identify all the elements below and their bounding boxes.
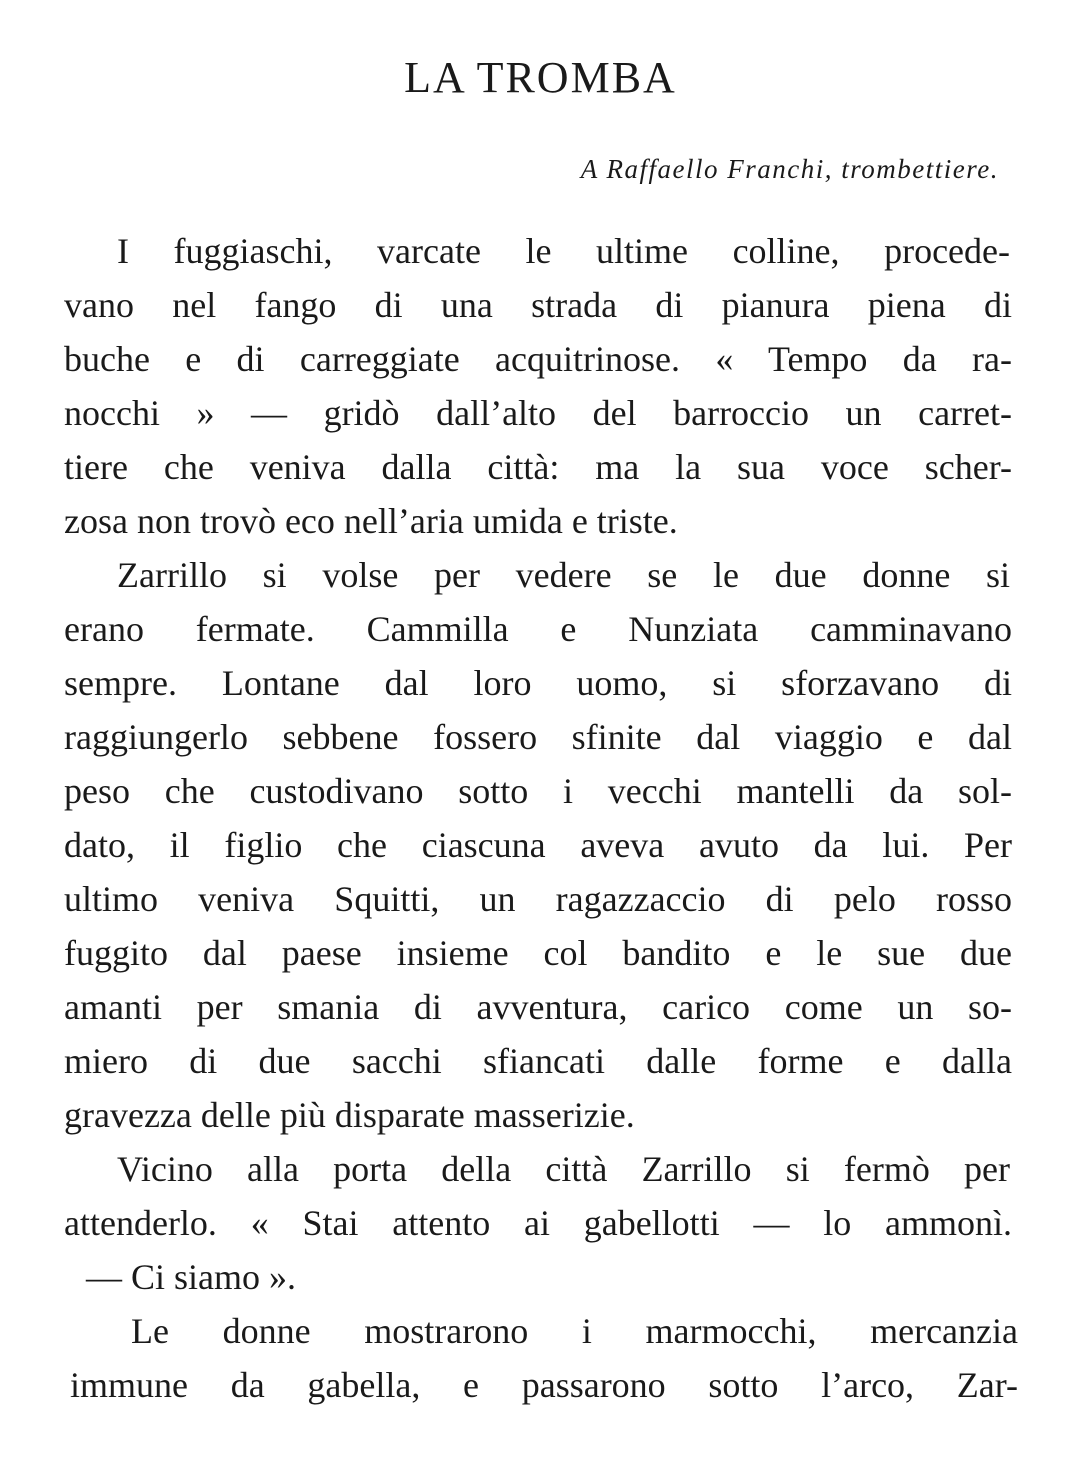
text-line: dato, il figlio che ciascuna aveva avuto da lui. Per — [64, 825, 1012, 865]
text-line: I fuggiaschi, varcate le ultime colline, procede- — [117, 231, 1010, 271]
dedication: A Raffaello Franchi, trombettiere. — [580, 154, 999, 184]
text-line: miero di due sacchi sfiancati dalle forme e dalla — [64, 1041, 1012, 1081]
text-line: attenderlo. « Stai attento ai gabellotti — lo ammonì. — [64, 1203, 1012, 1243]
text-line: gravezza delle più disparate masserizie. — [64, 1095, 635, 1135]
text-line: Vicino alla porta della città Zarrillo si fermò per — [117, 1149, 1010, 1189]
text-line: ultimo veniva Squitti, un ragazzaccio di pelo rosso — [64, 879, 1012, 919]
text-line: Zarrillo si volse per vedere se le due donne si — [117, 555, 1010, 595]
text-line: nocchi » — gridò dall’alto del barroccio un carret- — [64, 393, 1012, 433]
text-line: — Ci siamo ». — [86, 1257, 297, 1297]
text-line: tiere che veniva dalla città: ma la sua voce scher- — [64, 447, 1012, 487]
text-line: amanti per smania di avventura, carico come un so- — [64, 987, 1012, 1027]
text-line: fuggito dal paese insieme col bandito e le sue due — [64, 933, 1012, 973]
text-line: zosa non trovò eco nell’aria umida e triste. — [64, 501, 678, 541]
text-line: buche e di carreggiate acquitrinose. « Tempo da ra- — [64, 339, 1012, 379]
text-line: vano nel fango di una strada di pianura piena di — [64, 285, 1012, 325]
text-line: erano fermate. Cammilla e Nunziata camminavano — [64, 609, 1012, 649]
text-line: raggiungerlo sebbene fossero sfinite dal viaggio e dal — [64, 717, 1012, 757]
text-line: Le donne mostrarono i marmocchi, mercanzia — [131, 1311, 1018, 1351]
text-line: immune da gabella, e passarono sotto l’arco, Zar- — [70, 1365, 1018, 1405]
text-line: sempre. Lontane dal loro uomo, si sforzavano di — [64, 663, 1012, 703]
text-line: peso che custodivano sotto i vecchi mantelli da sol- — [64, 771, 1012, 811]
chapter-title: LA TROMBA — [404, 53, 677, 102]
